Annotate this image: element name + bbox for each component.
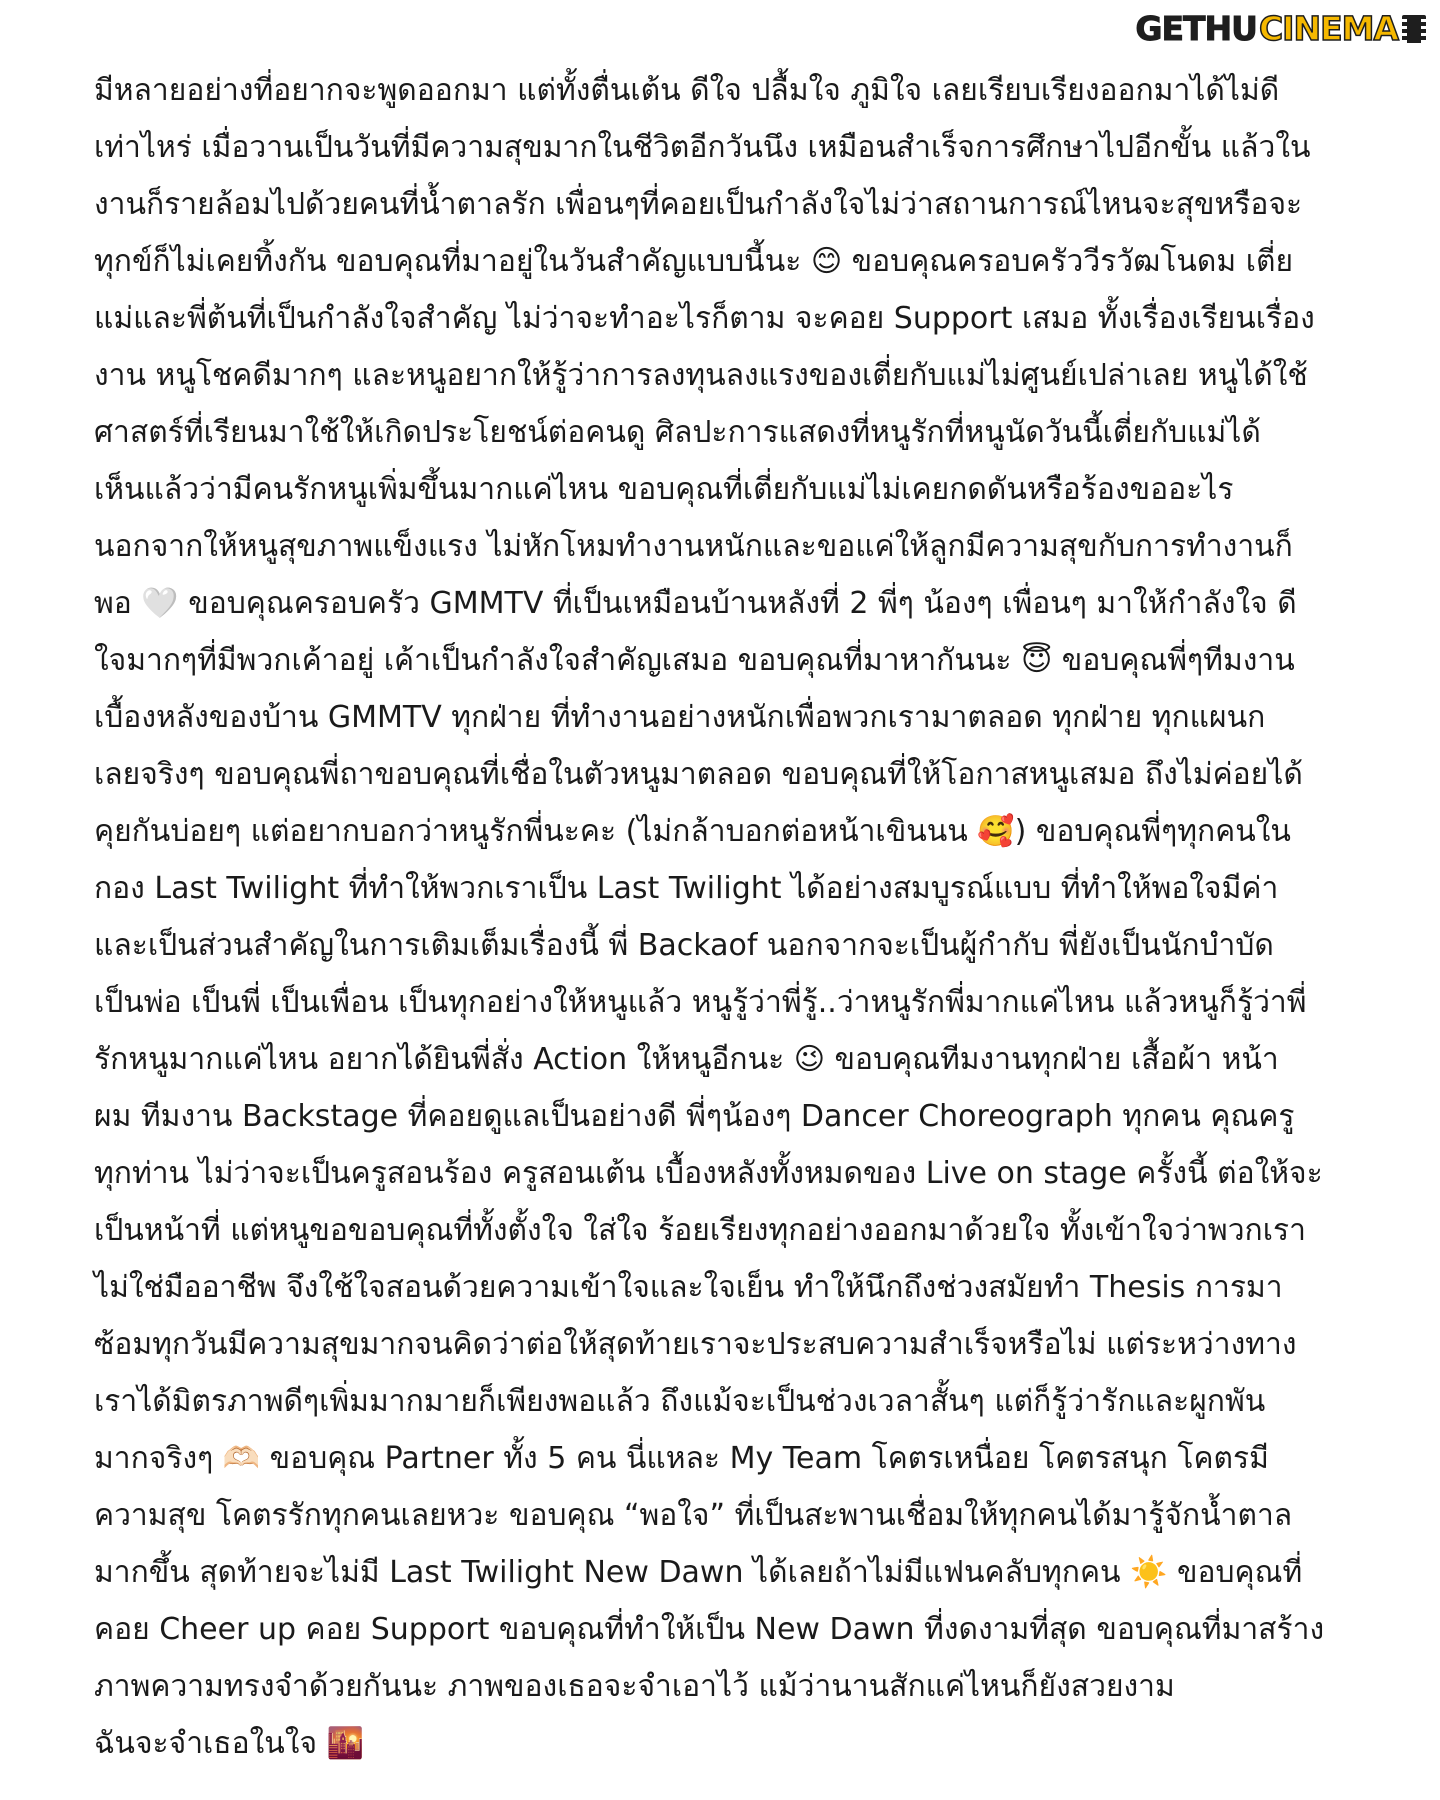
text-line: มีหลายอย่างที่อยากจะพูดออกมา แต่ทั้งตื่นเต้น ดีใจ ปลื้มใจ ภูมิใจ เลยเรียบเรียงออกมาได้ไม่ดี [94,73,1280,108]
text-line: ผม ทีมงาน Backstage ที่คอยดูแลเป็นอย่างดี พี่ๆน้องๆ Dancer Choreograph ทุกคน คุณครู [94,1099,1295,1134]
text-line: มากขึ้น สุดท้ายจะไม่มี Last Twilight New Dawn ได้เลยถ้าไม่มีแฟนคลับทุกคน ☀️ ขอบคุณที่ [94,1555,1303,1590]
text-line: ความสุข โคตรรักทุกคนเลยหวะ ขอบคุณ “พอใจ” ที่เป็นสะพานเชื่อมให้ทุกคนได้มารู้จักน้ำตาล [94,1498,1293,1533]
text-line: รักหนูมากแค่ไหน อยากได้ยินพี่สั่ง Action ให้หนูอีกนะ 😉 ขอบคุณทีมงานทุกฝ่าย เสื้อผ้า หน้า [94,1042,1279,1077]
text-line: ไม่ใช่มืออาชีพ จึงใช้ใจสอนด้วยความเข้าใจและใจเย็น ทำให้นึกถึงช่วงสมัยทำ Thesis การมา [94,1270,1283,1305]
text-line: เห็นแล้วว่ามีคนรักหนูเพิ่มขึ้นมากแค่ไหน ขอบคุณที่เตี่ยกับแม่ไม่เคยกดดันหรือร้องขออะไร [94,472,1234,507]
text-line: และเป็นส่วนสำคัญในการเติมเต็มเรื่องนี้ พี่ Backaof นอกจากจะเป็นผู้กำกับ พี่ยังเป็นนักบำบัด [94,928,1274,963]
film-strip-icon [1402,15,1426,43]
watermark-text-cinema: CINEMA [1258,9,1398,48]
text-line: เลยจริงๆ ขอบคุณพี่ถาขอบคุณที่เชื่อในตัวหนูมาตลอด ขอบคุณที่ให้โอกาสหนูเสมอ ถึงไม่ค่อยได้ [94,757,1303,792]
text-line: ซ้อมทุกวันมีความสุขมากจนคิดว่าต่อให้สุดท้ายเราจะประสบความสำเร็จหรือไม่ แต่ระหว่างทาง [94,1327,1297,1362]
text-line: ใจมากๆที่มีพวกเค้าอยู่ เค้าเป็นกำลังใจสำคัญเสมอ ขอบคุณที่มาหากันนะ 😇 ขอบคุณพี่ๆทีมงาน [94,643,1295,678]
text-line: นอกจากให้หนูสุขภาพแข็งแรง ไม่หักโหมทำงานหนักและขอแค่ให้ลูกมีความสุขกับการทำงานก็ [94,529,1293,564]
text-line: แม่และพี่ต้นที่เป็นกำลังใจสำคัญ ไม่ว่าจะทำอะไรก็ตาม จะคอย Support เสมอ ทั้งเรื่องเรียนเรื่อง [94,301,1315,336]
text-line: งานก็รายล้อมไปด้วยคนที่น้ำตาลรัก เพื่อนๆที่คอยเป็นกำลังใจไม่ว่าสถานการณ์ไหนจะสุขหรือจะ [94,187,1303,222]
text-line: เป็นพ่อ เป็นพี่ เป็นเพื่อน เป็นทุกอย่างให้หนูแล้ว หนูรู้ว่าพี่รู้..ว่าหนูรักพี่มากแค่ไหน แล้วหนูก็รู้ว่าพี่ [94,985,1307,1020]
text-line: เราได้มิตรภาพดีๆเพิ่มมากมายก็เพียงพอแล้ว ถึงแม้จะเป็นช่วงเวลาสั้นๆ แต่ก็รู้ว่ารักและผูกพัน [94,1384,1266,1419]
note-text-body [94,62,1344,1772]
text-line: คุยกันบ่อยๆ แต่อยากบอกว่าหนูรักพี่นะคะ (ไม่กล้าบอกต่อหน้าเขินนน 🥰) ขอบคุณพี่ๆทุกคนใน [94,814,1291,849]
text-line: มากจริงๆ 🫶🏻 ขอบคุณ Partner ทั้ง 5 คน นี่แหละ My Team โคตรเหนื่อย โคตรสนุก โคตรมี [94,1441,1269,1476]
text-line: พอ 🤍 ขอบคุณครอบครัว GMMTV ที่เป็นเหมือนบ้านหลังที่ 2 พี่ๆ น้องๆ เพื่อนๆ มาให้กำลังใจ ดี [94,586,1297,621]
text-line: ภาพความทรงจำด้วยกันนะ ภาพของเธอจะจำเอาไว้ แม้ว่านานสักแค่ไหนก็ยังสวยงาม [94,1669,1175,1704]
text-line: ศาสตร์ที่เรียนมาใช้ให้เกิดประโยชน์ต่อคนดู ศิลปะการแสดงที่หนูรักที่หนูนัดวันนี้เตี่ยกับแม่ได้ [94,415,1261,450]
text-line: เบื้องหลังของบ้าน GMMTV ทุกฝ่าย ที่ทำงานอย่างหนักเพื่อพวกเรามาตลอด ทุกฝ่าย ทุกแผนก [94,700,1266,735]
watermark-logo [1135,9,1426,48]
text-line: งาน หนูโชคดีมากๆ และหนูอยากให้รู้ว่าการลงทุนลงแรงของเตี่ยกับแม่ไม่ศูนย์เปล่าเลย หนูได้ใช้ [94,358,1308,393]
text-line: ทุกข์ก็ไม่เคยทิ้งกัน ขอบคุณที่มาอยู่ในวันสำคัญแบบนี้นะ 😊 ขอบคุณครอบครัววีรวัฒโนดม เตี่ย [94,244,1294,279]
text-line: กอง Last Twilight ที่ทำให้พวกเราเป็น Last Twilight ได้อย่างสมบูรณ์แบบ ที่ทำให้พอใจมีค่า [94,871,1279,906]
text-line: เป็นหน้าที่ แต่หนูขอขอบคุณที่ทั้งตั้งใจ ใส่ใจ ร้อยเรียงทุกอย่างออกมาด้วยใจ ทั้งเข้าใจว่าพวกเรา [94,1213,1306,1248]
watermark-text-gethu: GETHU [1135,9,1257,48]
text-line: ฉันจะจำเธอในใจ 🌇 [94,1726,364,1761]
text-line: ทุกท่าน ไม่ว่าจะเป็นครูสอนร้อง ครูสอนเต้น เบื้องหลังทั้งหมดของ Live on stage ครั้งนี้ ต่อให้จะ [94,1156,1323,1191]
text-line: เท่าไหร่ เมื่อวานเป็นวันที่มีความสุขมากในชีวิตอีกวันนึง เหมือนสำเร็จการศึกษาไปอีกขั้น แล้วใน [94,130,1311,165]
text-line: คอย Cheer up คอย Support ขอบคุณที่ทำให้เป็น New Dawn ที่งดงามที่สุด ขอบคุณที่มาสร้าง [94,1612,1325,1647]
